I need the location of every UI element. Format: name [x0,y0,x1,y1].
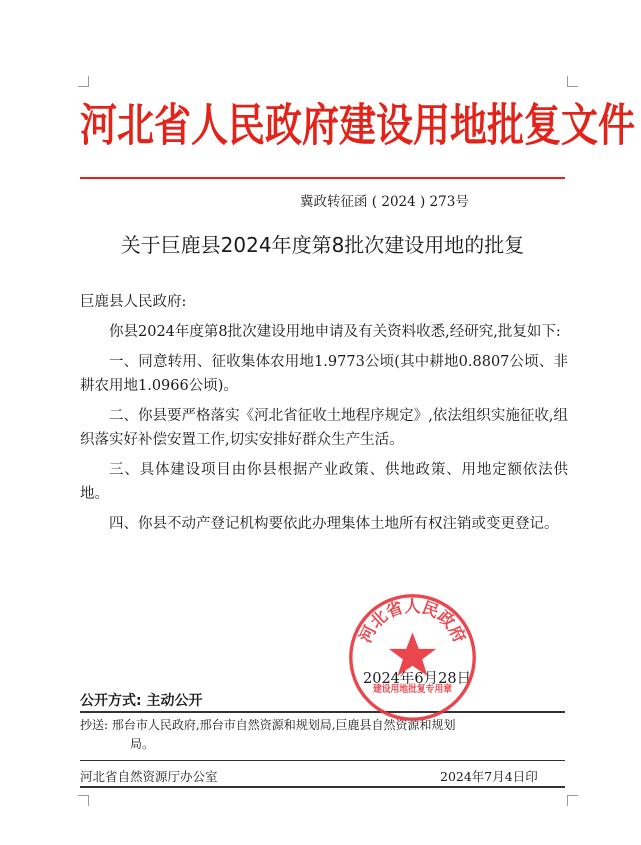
corner-mark-top-right [567,76,578,87]
document-body [80,290,568,542]
seal-inner-text: 建设用地批复专用章 [372,684,460,696]
disclosure-value: 主动公开 [146,693,203,709]
divider-top [80,711,565,713]
seal-outer-text: 河北省人民政府 [355,596,470,646]
document-header: 河北省人民政府建设用地批复文件 [80,97,635,152]
header-red-rule [80,177,565,179]
cc-recipients: 邢台市人民政府,邢台市自然资源和规划局,巨鹿县自然资源和规划 [111,718,456,732]
paragraph-item-1: 一、同意转用、征收集体农用地1.9773公顷(其中耕地0.8807公顷、非耕农用地1.0966公顷)。 [80,354,568,394]
cc-block [80,716,570,754]
paragraph-item-2: 二、你县要严格落实《河北省征收土地程序规定》,依法组织实施征收,组织落实好补偿安置工作,切实安排好群众生产生活。 [80,408,568,448]
corner-mark-bottom-right [567,795,578,806]
disclosure-label: 公开方式: [80,693,142,709]
divider-bottom [80,786,565,788]
cc-recipients-continued: 局。 [130,737,155,751]
corner-mark-bottom-left [78,795,89,806]
document-title: 关于巨鹿县2024年度第8批次建设用地的批复 [120,233,525,257]
paragraph-item-3: 三、具体建设项目由你县根据产业政策、供地政策、用地定额依法供地。 [80,462,568,502]
cc-label: 抄送: [80,718,109,732]
addressee: 巨鹿县人民政府: [80,294,187,310]
paragraph-item-4: 四、你县不动产登记机构要依此办理集体土地所有权注销或变更登记。 [109,516,559,532]
divider-middle [80,760,565,761]
document-number: 冀政转征函 ( 2024 ) 273号 [300,194,469,210]
official-seal-icon [345,590,480,725]
issuing-office: 河北省自然资源厅办公室 [80,769,218,784]
disclosure-line [80,690,202,710]
paragraph-intro: 你县2024年度第8批次建设用地申请及有关资料收悉,经研究,批复如下: [109,324,561,340]
issue-date: 2024年6月28日 [363,671,472,687]
print-date: 2024年7月4日印 [440,769,538,784]
corner-mark-top-left [78,76,89,87]
